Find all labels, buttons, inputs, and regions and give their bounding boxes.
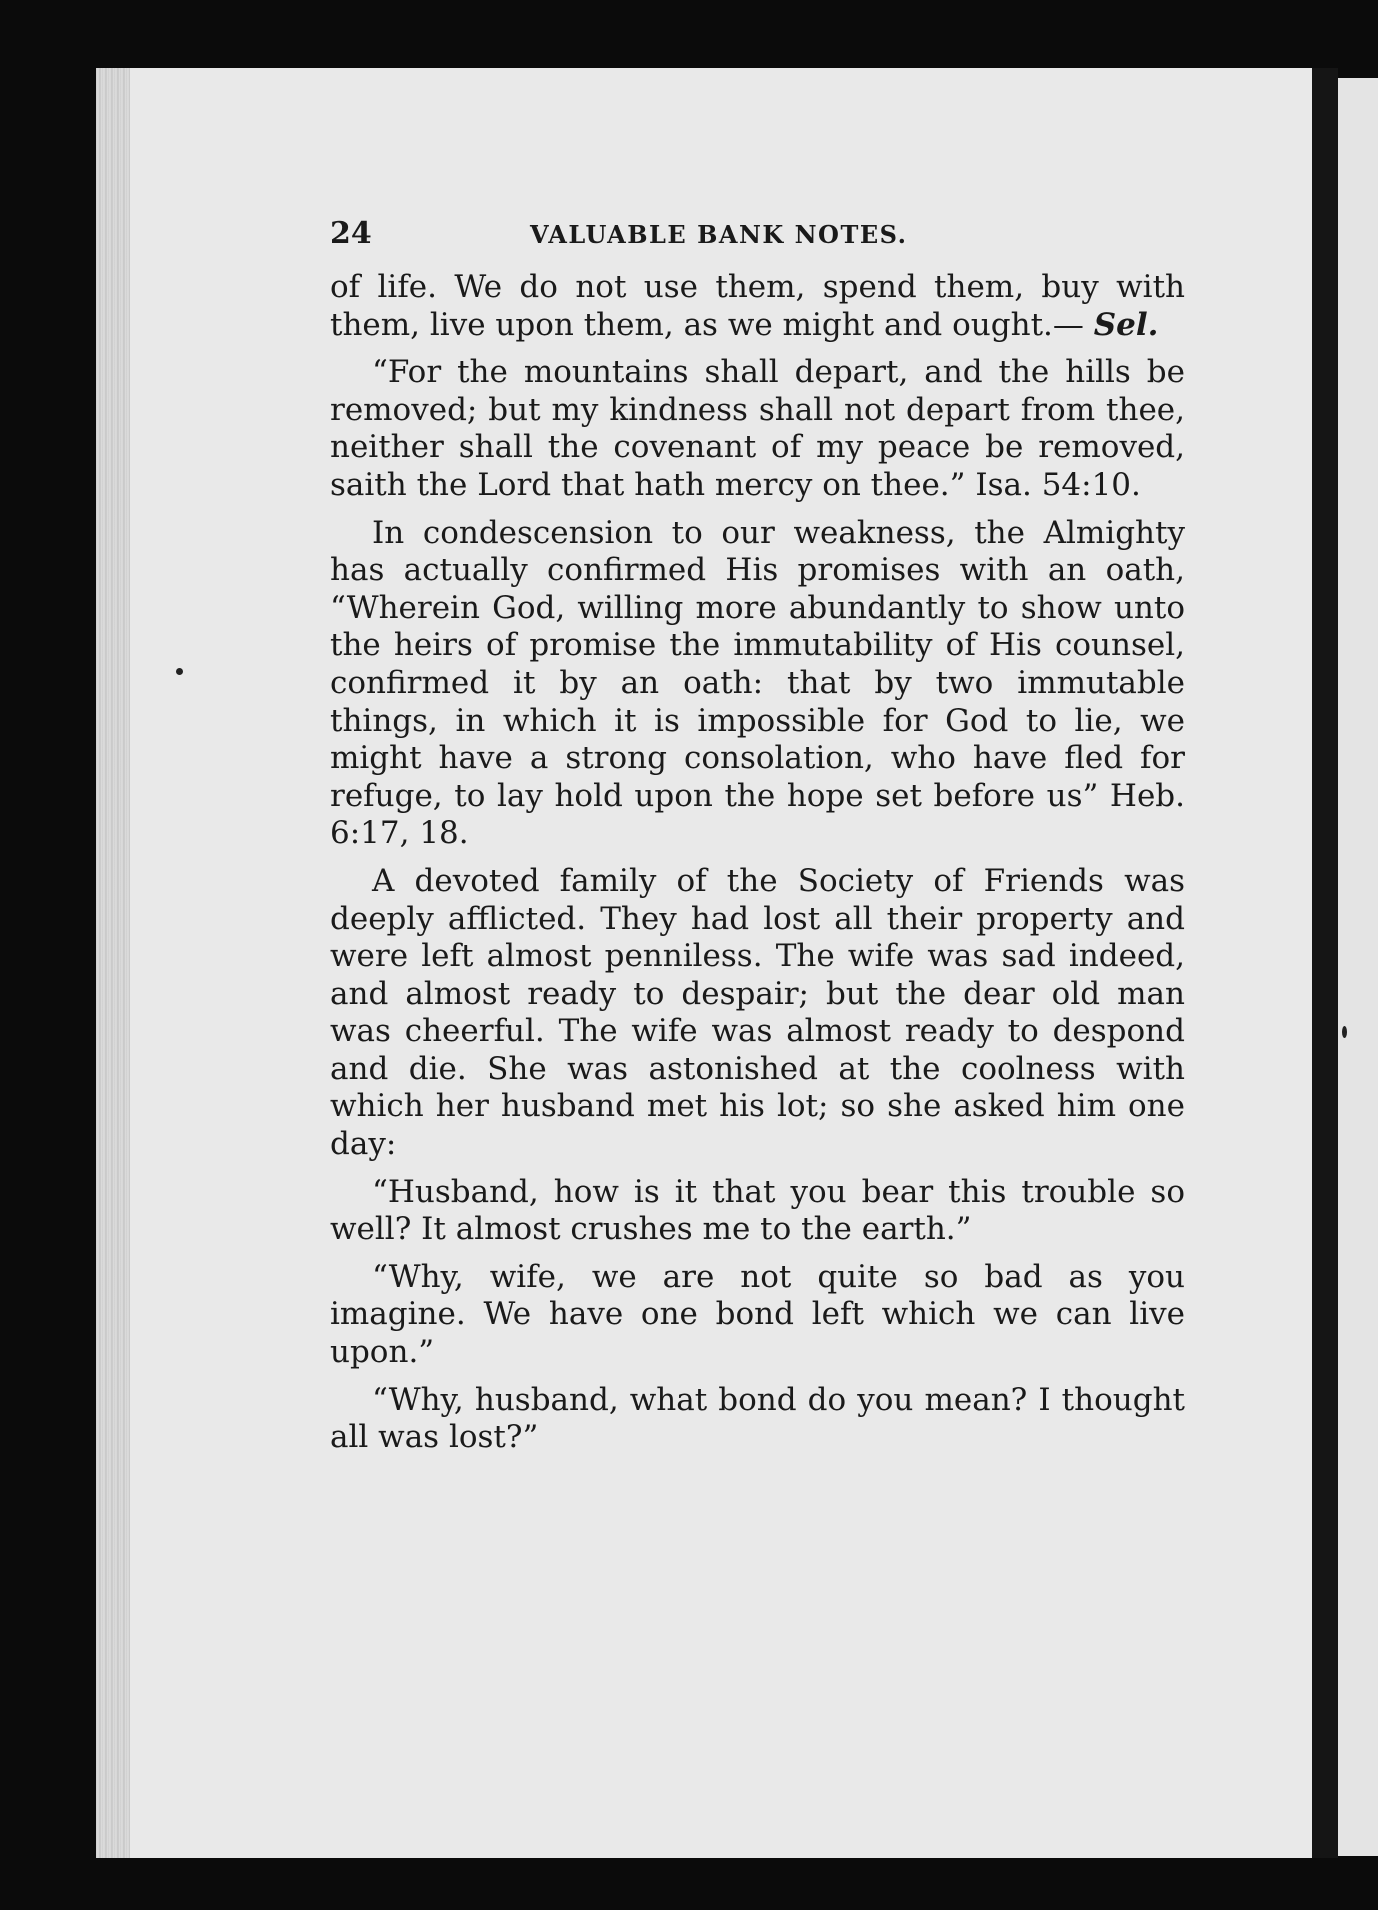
paragraph bbox=[330, 269, 1185, 344]
page-gutter bbox=[1312, 68, 1338, 1858]
attribution: Sel. bbox=[1093, 306, 1159, 343]
scan-speck bbox=[1342, 1026, 1347, 1038]
page-number: 24 bbox=[330, 216, 372, 251]
page-header bbox=[330, 215, 1185, 265]
page-text bbox=[330, 215, 1185, 1467]
paragraph: “Husband, how is it that you bear this trouble so well? It almost crushes me to the earth.” bbox=[330, 1173, 1185, 1248]
running-head: VALUABLE BANK NOTES. bbox=[530, 220, 908, 249]
paragraph: A devoted family of the Society of Friends was deeply afflicted. They had lost all their property and were left almost penniless. The wife was sad indeed, and almost ready to despair; but the dear old man was cheerful. The wife was almost ready to despond and die. She was astonished at the coolness with which her husband met his lot; so she asked him one day: bbox=[330, 862, 1185, 1163]
next-page-edge bbox=[1338, 78, 1378, 1856]
page-edge bbox=[96, 68, 130, 1858]
paragraph: “For the mountains shall depart, and the hills be removed; but my kindness shall not depart from thee, neither shall the covenant of my peace be removed, saith the Lord that hath mercy on thee.” Isa. 54:10. bbox=[330, 354, 1185, 503]
paragraph: “Why, wife, we are not quite so bad as you imagine. We have one bond left which we can live upon.” bbox=[330, 1258, 1185, 1371]
paragraph-text: of life. We do not use them, spend them, buy with them, live upon them, as we might and ought.— bbox=[330, 269, 1185, 343]
paragraph: In condescension to our weakness, the Almighty has actually confirmed His promises with an oath, “Wherein God, willing more abundantly to show unto the heirs of promise the immutability of His counsel, confirmed it by an oath: that by two immutable things, in which it is impossible for God to lie, we might have a strong consolation, who have fled for refuge, to lay hold upon the hope set before us” Heb. 6:17, 18. bbox=[330, 514, 1185, 852]
paragraph: “Why, husband, what bond do you mean? I thought all was lost?” bbox=[330, 1381, 1185, 1456]
scan-speck bbox=[176, 668, 183, 675]
